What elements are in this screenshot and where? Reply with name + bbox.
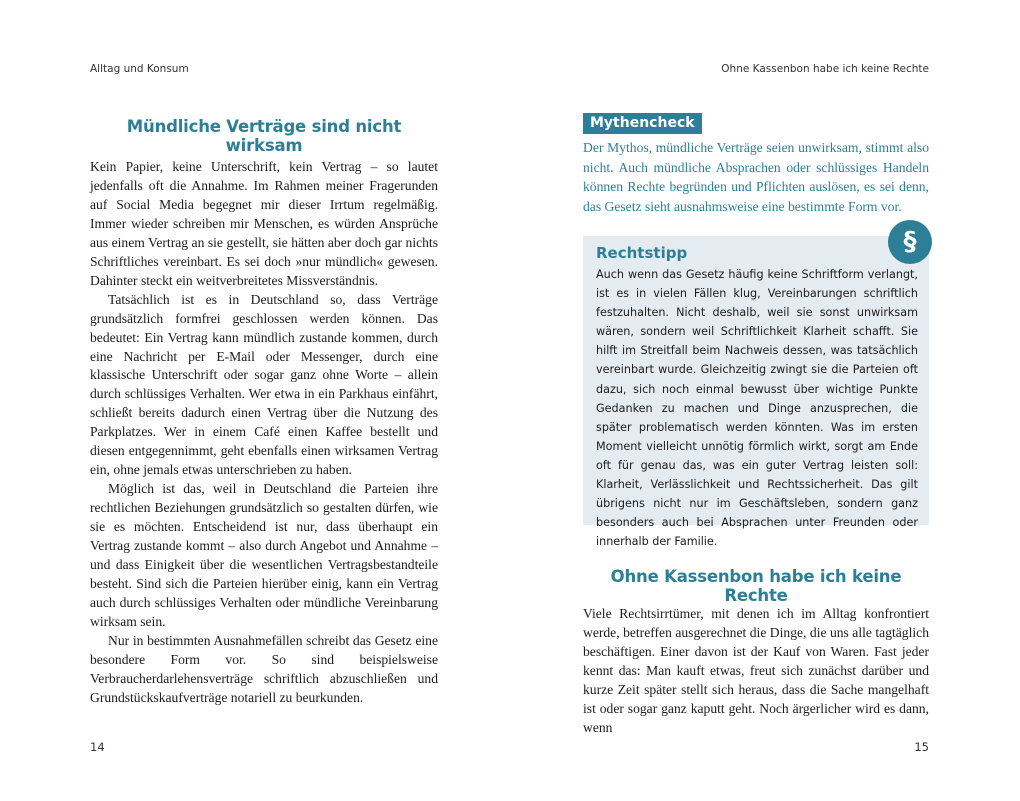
paragraph: Viele Rechtsirrtümer, mit denen ich im Alltag konfrontiert werde, betreffen ausgerechnet die Dinge, die uns alle tagtäglich beschäftigen. Einer davon ist der Kauf von Waren. Fast jeder kennt das: Man kauft etwas, freut sich zunächst darüber und kurze Zeit später stellt sich heraus, dass die Sache mangelhaft ist oder sogar ganz kaputt geht. Noch ärgerlicher wird es dann, wenn [583,606,929,735]
section-heading-oral-contracts: Mündliche Verträge sind nicht wirksam [126,117,402,155]
legal-tip-text: Auch wenn das Gesetz häufig keine Schriftform verlangt, ist es in vielen Fällen klug, Vereinbarungen schriftlich festzuhalten. Nicht deshalb, weil sie sonst unwirksam wären, sondern weil Schriftlichkeit Klarheit schafft. Sie hilft im Streitfall beim Nachweis dessen, was tatsächlich vereinbart wurde. Gleichzeitig zwingt sie die Parteien oft dazu, sich noch einmal bewusst über wichtige Punkte Gedanken zu machen und Dinge anzusprechen, die später problematisch werden könnten. Was im ersten Moment vielleicht unnötig förmlich wirkt, sorgt am Ende oft für genau das, was ein guter Vertrag leisten soll: Klarheit, Verlässlichkeit und Rechtssicherheit. Das gilt übrigens nicht nur im Geschäftsleben, sondern ganz besonders auch bei Absprachen unter Freunden oder innerhalb der Familie. [596,268,918,549]
paragraph: Tatsächlich ist es in Deutschland so, dass Verträge grundsätzlich formfrei geschlossen werden können. Das bedeutet: Ein Vertrag kann mündlich zustande kommen, durch eine Nachricht per E-Mail oder Messenger, durch eine klassische Unterschrift oder sogar ganz ohne Worte – allein durch schlüssiges Verhalten. Wer etwa in ein Parkhaus einfährt, schließt bereits dadurch einen Vertrag über die Nutzung des Parkplatzes. Wer in einem Café einen Kaffee bestellt und diesen entgegennimmt, geht ebenfalls einen wirksamen Vertrag ein, ohne jemals etwas unterschrieben zu haben. [90,291,438,478]
section-heading-receipt-rights: Ohne Kassenbon habe ich keine Rechte [610,567,902,605]
paragraph: Kein Papier, keine Unterschrift, kein Vertrag – so lautet jedenfalls oft die Annahme. Im Rahmen meiner Fragerunden auf Social Media begegnet mir dieser Irrtum regelmäßig. Immer wieder schreiben mir Menschen, es würden Ansprüche aus einem Vertrag an sie gestellt, sie hätten aber doch gar nichts Schriftliches vereinbart. Es sei doch »nur mündlich« gewesen. Dahinter steckt ein weitverbreitetes Missverständnis. [90,159,438,288]
paragraph-sign-icon: § [888,220,932,264]
legal-tip-title: Rechtstipp [596,244,688,262]
right-page [510,0,1020,801]
myth-check-text: Der Mythos, mündliche Verträge seien unwirksam, stimmt also nicht. Auch mündliche Absprachen oder schlüssiges Handeln können Rechte begründen und Pflichten auslösen, es sei denn, das Gesetz sieht ausnahmsweise eine bestimmte Form vor. [583,140,929,214]
page-number-right: 15 [914,740,929,754]
paragraph: Möglich ist das, weil in Deutschland die Parteien ihre rechtlichen Beziehungen grundsätzlich so gestalten dürfen, wie sie es möchten. Entscheidend ist nur, dass überhaupt ein Vertrag zustande kommt – also durch Angebot und Annahme – und dass Einigkeit über die wesentlichen Vertragsbestandteile besteht. Sind sich die Parteien hierüber einig, kann ein Vertrag auch durch schlüssiges Verhalten oder mündliche Vereinbarung wirksam sein. [90,481,438,629]
running-head-right: Ohne Kassenbon habe ich keine Rechte [721,63,929,75]
page-number-left: 14 [90,740,105,754]
body-text-right [583,605,929,738]
legal-tip-box [583,236,929,549]
myth-check-label: Mythencheck [583,113,702,134]
running-head-left: Alltag und Konsum [90,63,189,75]
body-text-left [90,158,438,708]
paragraph: Nur in bestimmten Ausnahmefällen schreibt das Gesetz eine besondere Form vor. So sind beispielsweise Verbraucherdarlehensverträge schriftlich abzuschließen und Grundstückskaufverträge notariell zu beurkunden. [90,632,438,705]
